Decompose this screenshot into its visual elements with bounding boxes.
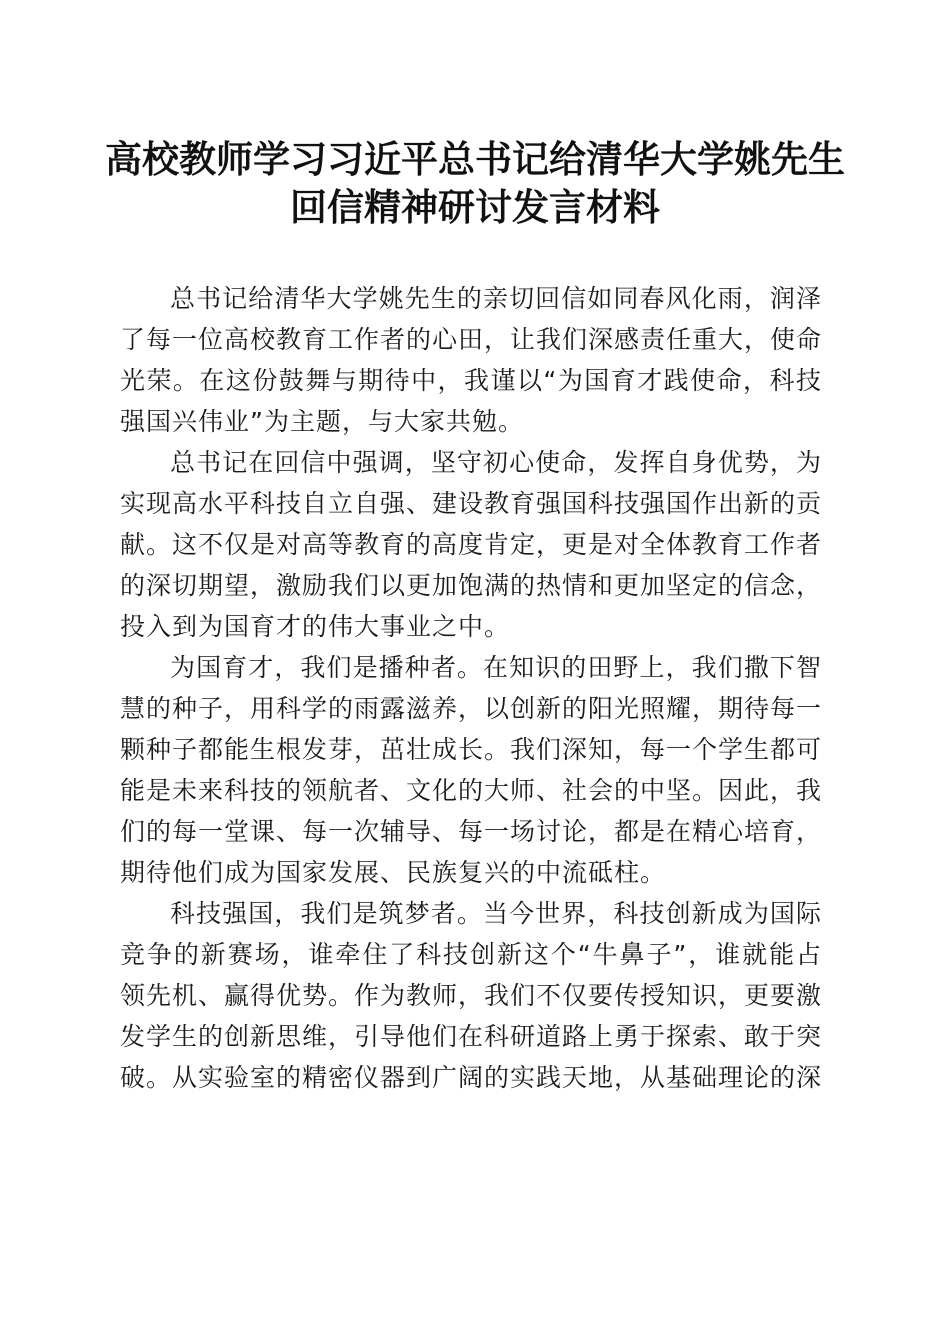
document-title <box>90 135 860 231</box>
title-line-2: 回信精神研讨发言材料 <box>290 185 660 229</box>
paragraph-1: 总书记给清华大学姚先生的亲切回信如同春风化雨，润泽了每一位高校教育工作者的心田，让我们深感责任重大，使命光荣。在这份鼓舞与期待中，我谨以“为国育才践使命，科技强国兴伟业”为主题，与大家共勉。 <box>120 284 823 436</box>
title-line-1: 高校教师学习习近平总书记给清华大学姚先生 <box>105 137 845 181</box>
paragraph-4: 科技强国，我们是筑梦者。当今世界，科技创新成为国际竞争的新赛场，谁牵住了科技创新这个“牛鼻子”，谁就能占领先机、赢得优势。作为教师，我们不仅要传授知识，更要激发学生的创新思维，引导他们在科研道路上勇于探索、敢于突破。从实验室的精密仪器到广阔的实践天地，从基础理论的深 <box>120 899 823 1092</box>
paragraph-3: 为国育才，我们是播种者。在知识的田野上，我们撒下智慧的种子，用科学的雨露滋养，以创新的阳光照耀，期待每一颗种子都能生根发芽，茁壮成长。我们深知，每一个学生都可能是未来科技的领航者、文化的大师、社会的中坚。因此，我们的每一堂课、每一次辅导、每一场讨论，都是在精心培育，期待他们成为国家发展、民族复兴的中流砥柱。 <box>120 653 823 887</box>
document-body <box>120 278 822 1098</box>
paragraph-2: 总书记在回信中强调，坚守初心使命，发挥自身优势，为实现高水平科技自立自强、建设教育强国科技强国作出新的贡献。这不仅是对高等教育的高度肯定，更是对全体教育工作者的深切期望，激励我们以更加饱满的热情和更加坚定的信念，投入到为国育才的伟大事业之中。 <box>120 448 823 641</box>
